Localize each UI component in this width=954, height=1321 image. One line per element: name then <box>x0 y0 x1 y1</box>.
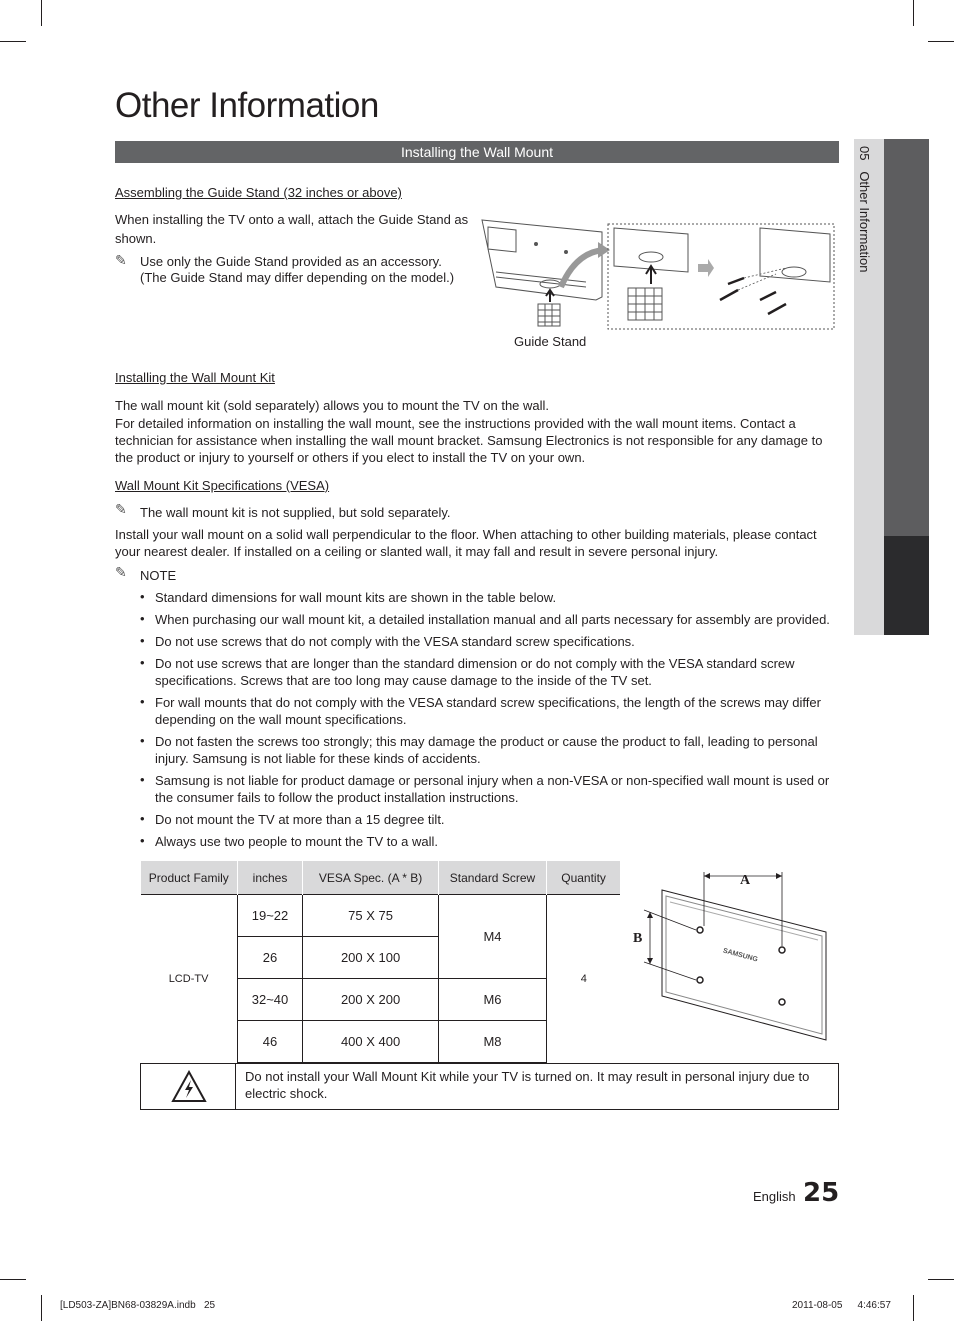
page-number: 25 <box>803 1178 840 1208</box>
table-header-row <box>141 861 621 895</box>
column-header: Standard Screw <box>438 861 546 895</box>
quantity-cell: 4 <box>547 895 621 1063</box>
side-tab-title: Other Information <box>857 171 872 273</box>
inches-cell: 26 <box>237 937 303 979</box>
list-item: • Do not fasten the screws too strongly; this may damage the product or cause the product to fall, leading to personal injury. Samsung is not liable for these kinds of accidents. <box>140 733 840 767</box>
guide-stand-illustration <box>476 212 838 337</box>
side-tab-chapter: 05 <box>857 146 872 161</box>
wall-mount-kit-para2: For detailed information on installing the wall mount, see the instructions provided with the wall mount items. Contact a technician for assistance when installing the wall mount bracket. Samsung Electronics is not responsible for any damage to the product or injury to yourself or others if you elect to install the TV on your own. <box>115 416 823 465</box>
guide-stand-note <box>140 254 480 286</box>
list-item: • Do not use screws that are longer than the standard dimension or do not comply with the VESA standard screw specifications. Screws that are too long may cause damage to the inside of the TV set. <box>140 655 840 689</box>
label-a: A <box>740 873 751 888</box>
guide-stand-figure-label: Guide Stand <box>514 334 587 349</box>
pencil-note-icon: ✎ <box>115 502 127 518</box>
screw-cell: M8 <box>438 1021 546 1063</box>
wall-mount-kit-para1: The wall mount kit (sold separately) allows you to mount the TV on the wall. <box>115 398 550 413</box>
screw-cell: M6 <box>438 979 546 1021</box>
crop-mark <box>928 41 954 42</box>
vesa-cell: 200 X 100 <box>303 937 438 979</box>
list-item: • Standard dimensions for wall mount kits are shown in the table below. <box>140 589 840 606</box>
guide-stand-note-line2: (The Guide Stand may differ depending on the model.) <box>140 270 455 285</box>
column-header: Quantity <box>547 861 621 895</box>
label-b: B <box>633 931 643 946</box>
warning-text: Do not install your Wall Mount Kit while your TV is turned on. It may result in personal injury due to electric shock. <box>245 1069 810 1101</box>
list-item: • Do not use screws that do not comply with the VESA standard screw specifications. <box>140 633 840 650</box>
side-tab-dark-band <box>884 139 929 536</box>
table-row <box>141 895 621 937</box>
vesa-cell: 75 X 75 <box>303 895 438 937</box>
footer-language: English <box>753 1189 796 1204</box>
inches-cell: 46 <box>237 1021 303 1063</box>
vesa-heading: Wall Mount Kit Specifications (VESA) <box>115 478 330 493</box>
screw-cell: M4 <box>438 895 546 979</box>
pencil-note-icon: ✎ <box>115 565 127 581</box>
vesa-note: The wall mount kit is not supplied, but sold separately. <box>140 505 451 520</box>
electric-shock-warning-icon <box>171 1070 207 1103</box>
guide-stand-note-line1: Use only the Guide Stand provided as an accessory. <box>140 254 442 269</box>
vesa-cell: 200 X 200 <box>303 979 438 1021</box>
list-item: • Always use two people to mount the TV to a wall. <box>140 833 840 850</box>
inches-cell: 32~40 <box>237 979 303 1021</box>
warning-divider <box>235 1064 236 1109</box>
crop-mark <box>913 1295 914 1321</box>
crop-mark <box>0 1279 26 1280</box>
note-bullet-list <box>140 589 840 850</box>
vesa-body: Install your wall mount on a solid wall perpendicular to the floor. When attaching to other building materials, please contact your nearest dealer. If installed on a ceiling or slanted wall, it may fall and result in severe personal injury. <box>115 527 817 559</box>
list-item: • For wall mounts that do not comply with the VESA standard screw specifications, the length of the screws may differ depending on the wall mount specifications. <box>140 694 840 728</box>
crop-mark <box>913 0 914 26</box>
crop-mark <box>41 0 42 26</box>
list-item: • Samsung is not liable for product damage or personal injury when a non-VESA or non-specified wall mount is used or the consumer fails to follow the product installation instructions. <box>140 772 840 806</box>
crop-mark <box>928 1279 954 1280</box>
list-item: • When purchasing our wall mount kit, a detailed installation manual and all parts necessary for assembly are provided. <box>140 611 840 628</box>
side-tab-label <box>857 146 872 272</box>
column-header: Product Family <box>141 861 238 895</box>
guide-stand-heading: Assembling the Guide Stand (32 inches or above) <box>115 185 402 200</box>
list-item: • Do not mount the TV at more than a 15 degree tilt. <box>140 811 840 828</box>
brand-logo: SAMSUNG <box>722 947 759 964</box>
pencil-note-icon: ✎ <box>115 253 127 269</box>
vesa-cell: 400 X 400 <box>303 1021 438 1063</box>
vesa-spec-table <box>140 861 621 1063</box>
section-header: Installing the Wall Mount <box>115 141 839 163</box>
note-label: NOTE <box>140 568 177 583</box>
warning-box <box>140 1063 839 1110</box>
wall-mount-kit-heading: Installing the Wall Mount Kit <box>115 370 275 385</box>
inches-cell: 19~22 <box>237 895 303 937</box>
product-family-cell: LCD-TV <box>141 895 238 1063</box>
crop-mark <box>41 1295 42 1321</box>
column-header: inches <box>237 861 303 895</box>
page-title: Other Information <box>115 86 379 125</box>
vesa-dimension-diagram <box>630 862 840 1047</box>
side-tab-darker-band <box>884 536 929 635</box>
guide-stand-body: When installing the TV onto a wall, attach the Guide Stand as shown. <box>115 212 469 246</box>
column-header: VESA Spec. (A * B) <box>303 861 438 895</box>
crop-mark <box>0 41 26 42</box>
footer-file-info: [LD503-ZA]BN68-03829A.indb 25 <box>60 1300 216 1311</box>
footer-timestamp: 2011-08-05 4:46:57 <box>792 1300 891 1311</box>
